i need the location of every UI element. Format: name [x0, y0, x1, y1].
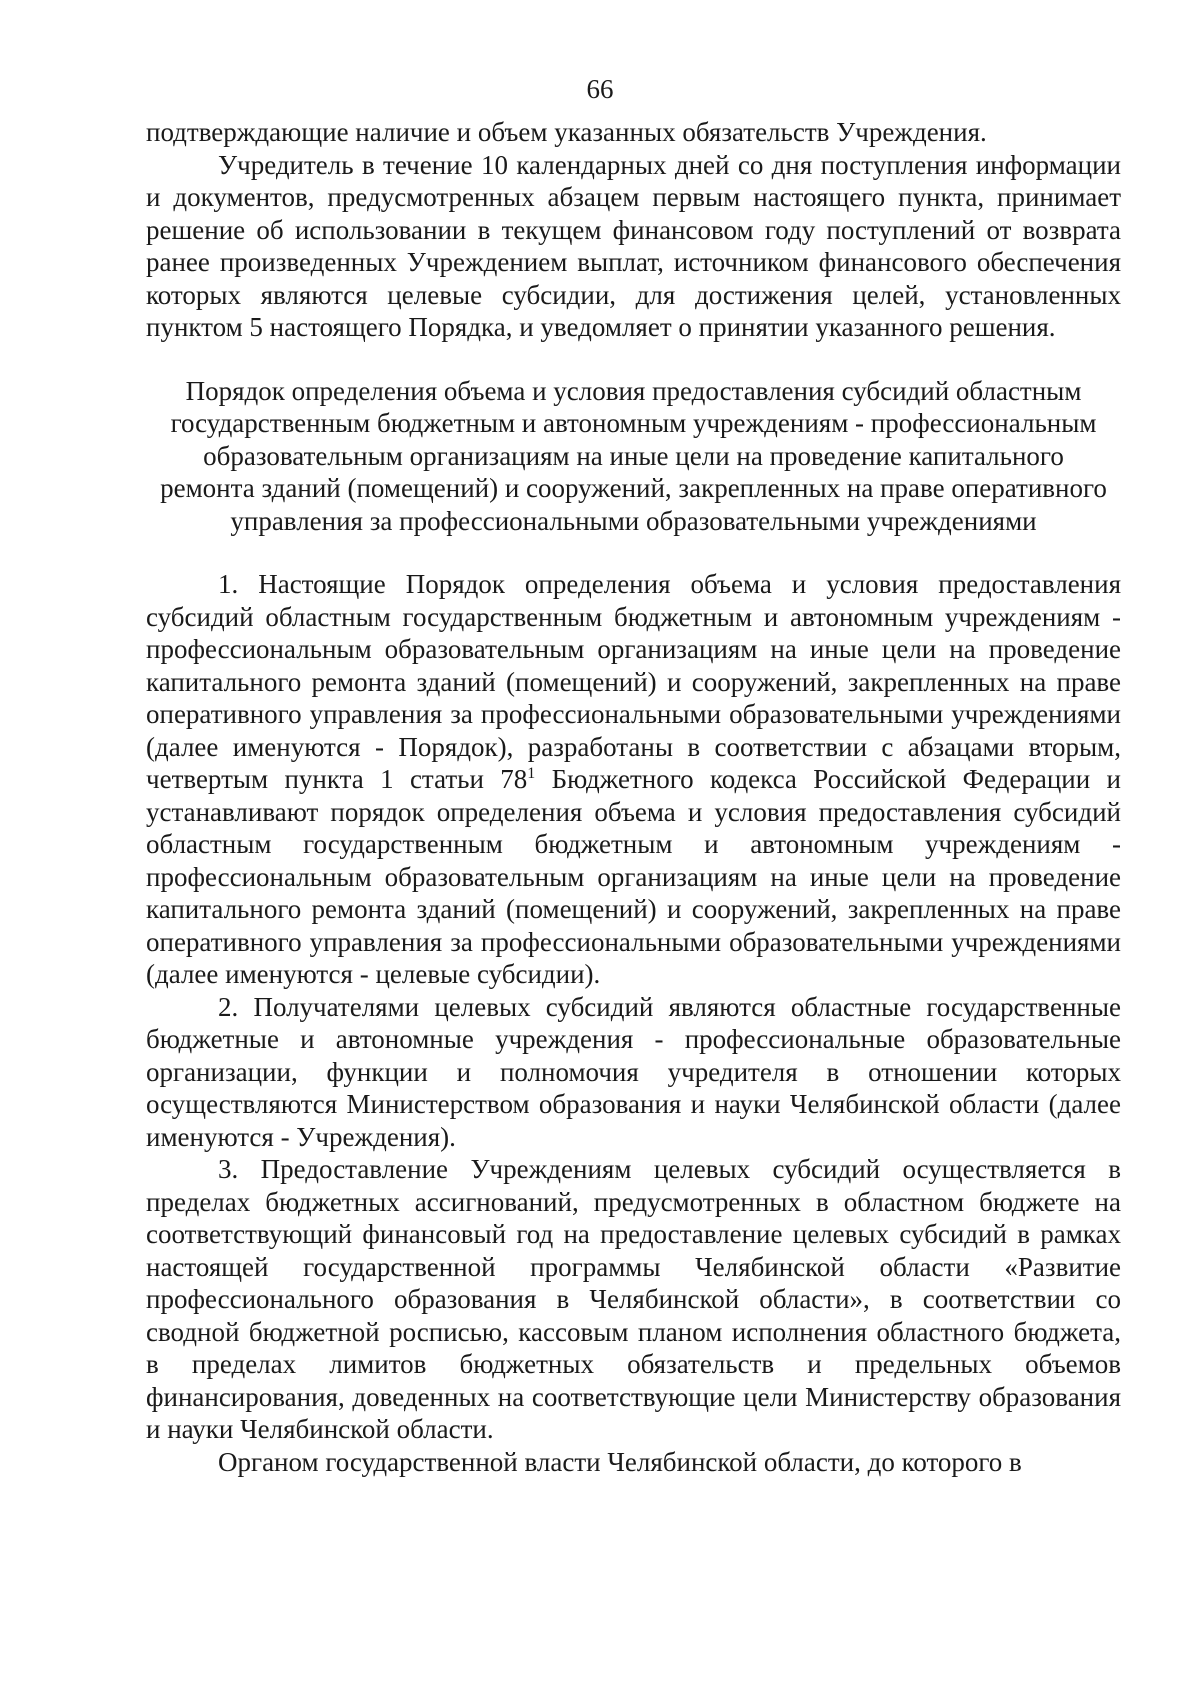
paragraph-authority: Органом государственной власти Челябинской области, до которого в	[218, 1446, 1022, 1477]
paragraph-item-1-text-b: Бюджетного кодекса Российской Федерации и устанавливают порядок определения объема и условия предоставления субсидий областным государственным бюджетным и автономным учреждениям - профессиональным образовательным организациям на иные цели на проведение капитального ремонта зданий (помещений) и сооружений, закрепленных на праве оперативного управления за профессиональными образовательными учреждениями (далее именуются - целевые субсидии).	[146, 764, 1121, 989]
paragraph-founder-decision: Учредитель в течение 10 календарных дней со дня поступления информации и документов, предусмотренных абзацем первым настоящего пункта, принимает решение об использовании в текущем финансовом году поступлений от возврата ранее произведенных Учреждением выплат, источником финансового обеспечения которых являются целевые субсидии, для достижения целей, установленных пунктом 5 настоящего Порядка, и уведомляет о принятии указанного решения.	[146, 149, 1121, 342]
page-number: 66	[586, 74, 614, 104]
article-superscript: 1	[527, 765, 536, 782]
paragraph-item-2: 2. Получателями целевых субсидий являются областные государственные бюджетные и автономные учреждения - профессиональные образовательные организации, функции и полномочия учредителя в отношении которых осуществляются Министерством образования и науки Челябинской области (далее именуются - Учреждения).	[146, 991, 1121, 1152]
paragraph-continuation: подтверждающие наличие и объем указанных обязательств Учреждения.	[146, 117, 987, 147]
document-body	[146, 116, 1121, 1478]
paragraph-item-3: 3. Предоставление Учреждениям целевых субсидий осуществляется в пределах бюджетных ассигнований, предусмотренных в областном бюджете на соответствующий финансовый год на предоставление целевых субсидий в рамках настоящей государственной программы Челябинской области «Развитие профессионального образования в Челябинской области», в соответствии со сводной бюджетной росписью, кассовым планом исполнения областного бюджета, в пределах лимитов бюджетных обязательств и предельных объемов финансирования, доведенных на соответствующие цели Министерству образования и науки Челябинской области.	[146, 1154, 1121, 1444]
paragraph-item-1	[146, 568, 1121, 991]
paragraph-item-1-text-a: 1. Настоящие Порядок определения объема и условия предоставления субсидий областным государственным бюджетным и автономным учреждениям - профессиональным образовательным организациям на иные цели на проведение капитального ремонта зданий (помещений) и сооружений, закрепленных на праве оперативного управления за профессиональными образовательными учреждениями (далее именуются - Порядок), разработаны в соответствии с абзацами вторым, четвертым пункта 1 статьи 78	[146, 569, 1121, 794]
section-heading: Порядок определения объема и условия предоставления субсидий областным государственным бюджетным и автономным учреждениям - профессиональным образовательным организациям на иные цели на проведение капитального ремонта зданий (помещений) и сооружений, закрепленных на праве оперативного управления за профессиональными образовательными учреждениями	[160, 375, 1107, 536]
